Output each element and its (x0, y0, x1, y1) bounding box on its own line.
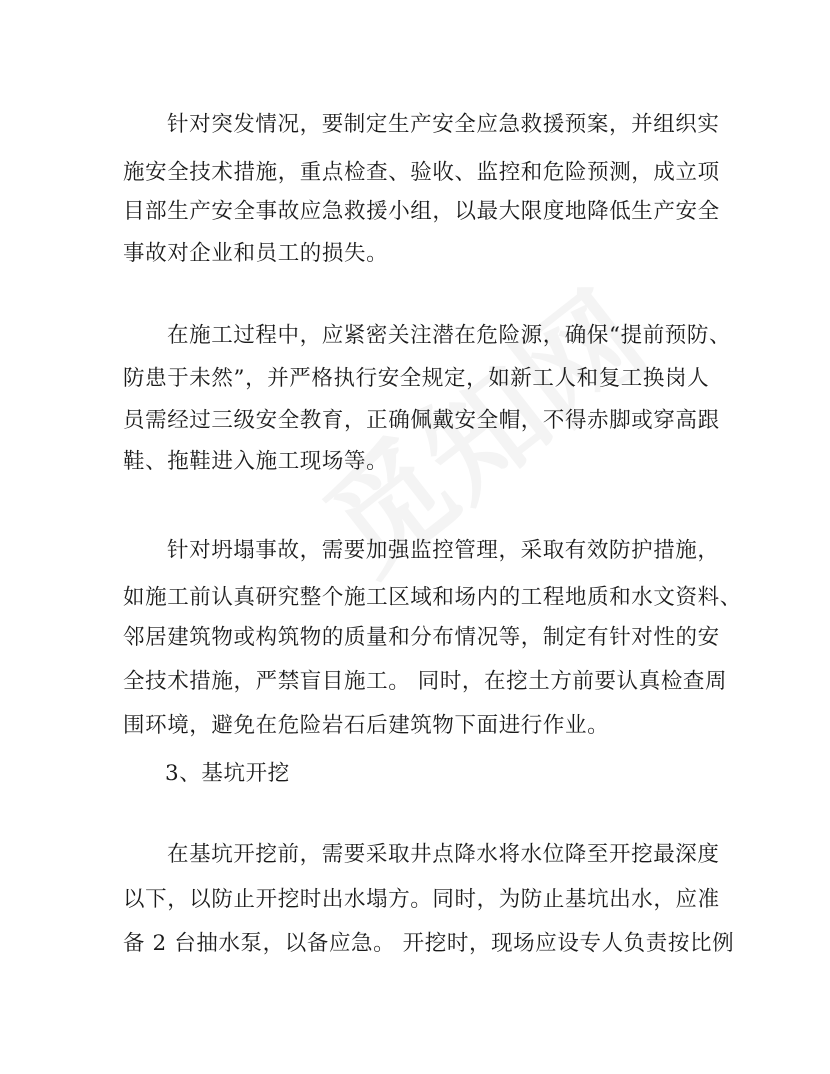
paragraph-1-line-4: 事故对企业和员工的损失。 (123, 241, 389, 266)
paragraph-1-line-1: 针对突发情况，要制定生产安全应急救援预案，并组织实 (167, 112, 720, 137)
paragraph-1-line-3: 目部生产安全事故应急救援小组，以最大限度地降低生产安全 (123, 199, 720, 224)
paragraph-4-line-2: 以下，以防止开挖时出水塌方。同时，为防止基坑出水，应准 (123, 887, 720, 912)
paragraph-2-line-1: 在施工过程中，应紧密关注潜在危险源，确保“提前预防、 (167, 323, 732, 348)
paragraph-4-line-1: 在基坑开挖前，需要采取井点降水将水位降至开挖最深度 (167, 842, 720, 867)
paragraph-3-line-5: 围环境，避免在危险岩石后建筑物下面进行作业。 (123, 713, 610, 738)
paragraph-4-line-3: 备 2 台抽水泵，以备应急。 开挖时，现场应设专人负责按比例 (123, 931, 735, 956)
paragraph-1-line-2: 施安全技术措施，重点检查、验收、监控和危险预测，成立项 (123, 160, 720, 185)
section-heading: 3、基坑开挖 (165, 761, 290, 786)
paragraph-3-line-2: 如施工前认真研究整个施工区域和场内的工程地质和水文资料、 (123, 585, 742, 610)
paragraph-2-line-4: 鞋、拖鞋进入施工现场等。 (123, 449, 389, 474)
paragraph-3-line-1: 针对坍塌事故，需要加强监控管理，采取有效防护措施， (167, 538, 720, 563)
paragraph-2-line-2: 防患于未然”，并严格执行安全规定，如新工人和复工换岗人 (123, 366, 710, 391)
paragraph-3-line-4: 全技术措施，严禁盲目施工。 同时，在挖土方前要认真检查周 (123, 669, 728, 694)
paragraph-2-line-3: 员需经过三级安全教育，正确佩戴安全帽，不得赤脚或穿高跟 (123, 408, 720, 433)
paragraph-3-line-3: 邻居建筑物或构筑物的质量和分布情况等，制定有针对性的安 (123, 625, 720, 650)
